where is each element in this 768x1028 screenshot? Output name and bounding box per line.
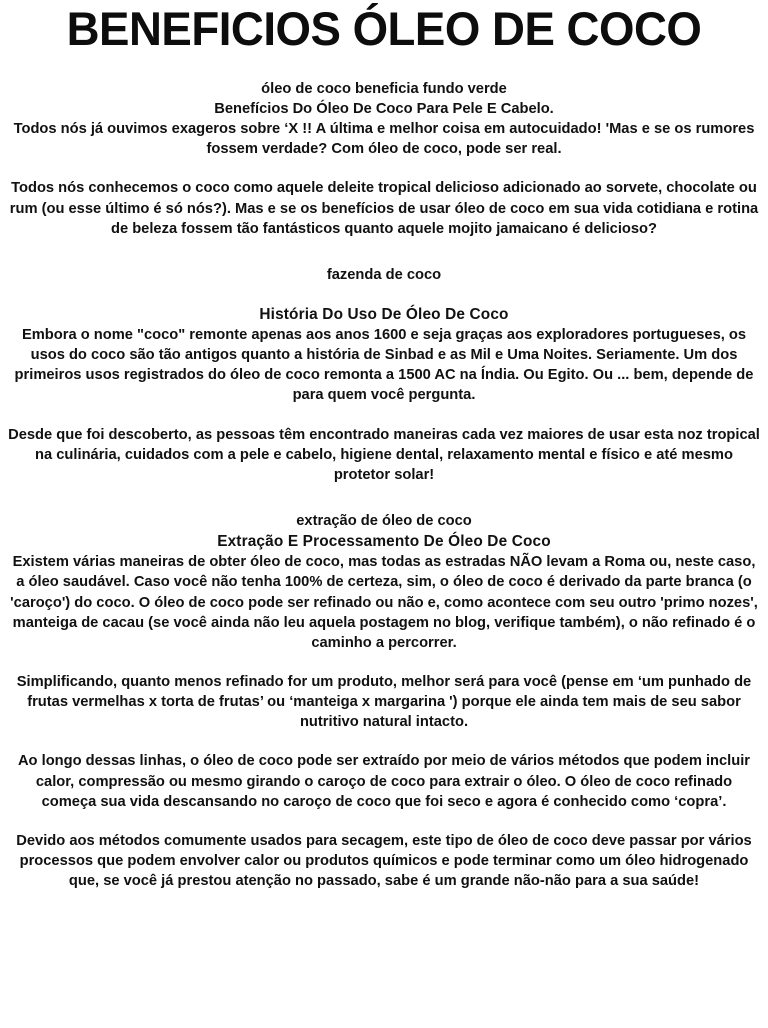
page-bottom-margin (8, 891, 760, 971)
spacer (8, 285, 760, 304)
intro-paragraph: Todos nós conhecemos o coco como aquele deleite tropical delicioso adicionado ao sorvete, chocolate ou rum (ou esse último é só nós?). Mas e se os benefícios de usar óleo de coco em sua vida cotidiana e rotina de beleza fossem tão fantásticos quanto aquele mojito jamaicano é delicioso? (9, 180, 759, 237)
spacer (8, 54, 760, 79)
page-title: BENEFICIOS ÓLEO DE COCO (66, 2, 702, 55)
section-heading-history: História Do Uso De Óleo De Coco (259, 305, 509, 323)
spacer (8, 406, 760, 425)
document-page (0, 4, 768, 1028)
extraction-paragraph-2: Simplificando, quanto menos refinado for um produto, melhor será para você (pense em ‘um punhado de frutas vermelhas x torta de frutas’ ou ‘manteiga x margarina ') porque ele ainda tem mais de seu sabor nutritivo natural intacto. (16, 673, 752, 731)
extraction-paragraph-3: Ao longo dessas linhas, o óleo de coco pode ser extraído por meio de vários métodos que podem incluir calor, compressão ou mesmo girando o caroço de coco para extrair o óleo. O óleo de coco refinado começa sua vida descansando no caroço de coco que foi seco e agora é conhecido como ‘copra’. (17, 753, 751, 810)
intro-image-caption: óleo de coco beneficia fundo verde (261, 80, 507, 97)
intro-subtitle: Benefícios Do Óleo De Coco Para Pele E Cabelo. (214, 100, 554, 117)
spacer (8, 732, 760, 751)
history-paragraph-1: Embora o nome "coco" remonte apenas aos anos 1600 e seja graças aos exploradores portugueses, os usos do coco são tão antigos quanto a história de Sinbad e as Mil e Uma Noites. Seriamente. Um dos primeiros usos registrados do óleo de coco remonta a 1500 AC na Índia. Ou Egito. Ou ... bem, depende de para quem você pergunta. (14, 327, 754, 404)
extraction-paragraph-1: Existem várias maneiras de obter óleo de coco, mas todas as estradas NÃO levam a Roma ou, neste caso, a óleo saudável. Caso você não tenha 100% de certeza, sim, o óleo de coco é derivado da parte branca (o 'caroço') do coco. O óleo de coco pode ser refinado ou não e, como acontece com seu outro 'primo nozes', manteiga de cacau (se você ainda não leu aquela postagem no blog, verifique também), o não refinado é o caminho a percorrer. (10, 554, 758, 651)
spacer (8, 653, 760, 672)
spacer (8, 159, 760, 178)
history-paragraph-2: Desde que foi descoberto, as pessoas têm encontrado maneiras cada vez maiores de usar esta noz tropical na culinária, cuidados com a pele e cabelo, higiene dental, relaxamento mental e físico e até mesmo protetor solar! (8, 426, 760, 483)
extraction-paragraph-4: Devido aos métodos comumente usados para secagem, este tipo de óleo de coco deve passar por vários processos que podem envolver calor ou produtos químicos e pode terminar como um óleo hidrogenado que, se você já prestou atenção no passado, sabe é um grande não-não para a sua saúde! (16, 832, 752, 890)
document-body (0, 54, 768, 971)
section-heading-extraction: Extração E Processamento De Óleo De Coco (217, 533, 551, 551)
spacer (8, 239, 760, 265)
spacer (8, 812, 760, 831)
history-image-caption: fazenda de coco (326, 266, 442, 283)
extraction-image-caption: extração de óleo de coco (296, 513, 472, 530)
intro-hook-paragraph: Todos nós já ouvimos exageros sobre ‘X !! A última e melhor coisa em autocuidado! 'Mas e se os rumores fossem verdade? Com óleo de coco, pode ser real. (13, 121, 755, 158)
spacer (8, 485, 760, 511)
